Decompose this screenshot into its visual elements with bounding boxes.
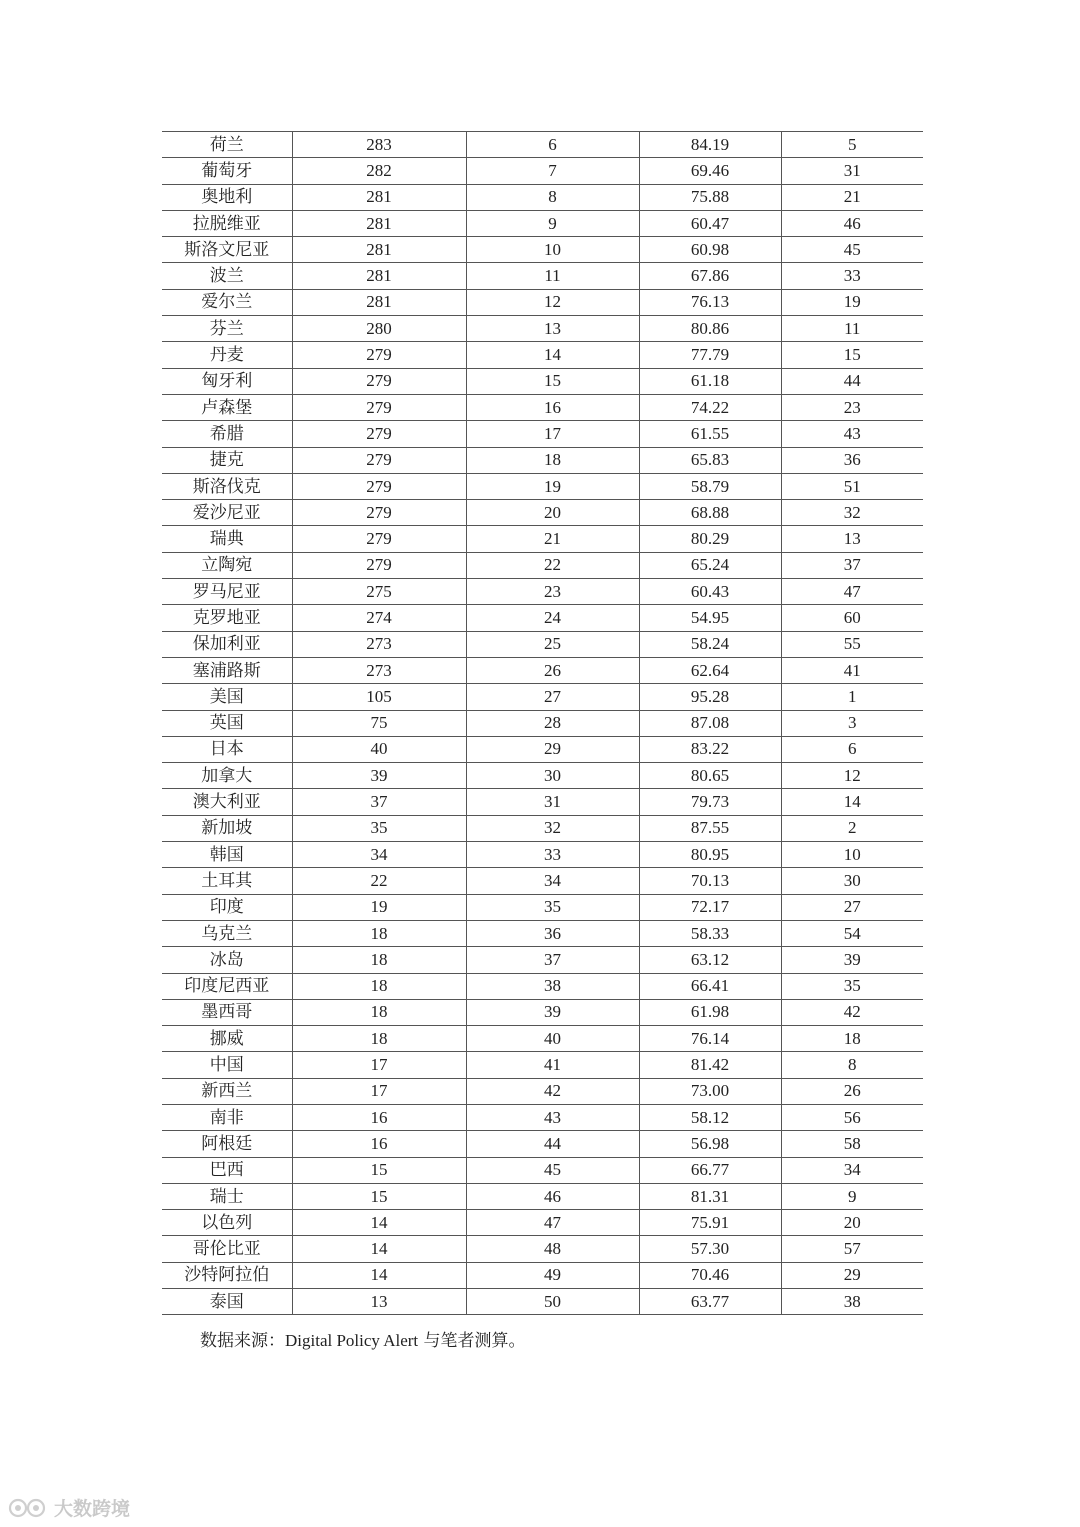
score-rank-cell: 32 [781, 500, 923, 526]
count-cell: 279 [292, 421, 466, 447]
table-row [162, 605, 923, 631]
score-rank-cell: 14 [781, 789, 923, 815]
table-row [162, 500, 923, 526]
count-cell: 275 [292, 579, 466, 605]
table-row [162, 1236, 923, 1262]
rank-cell: 37 [466, 947, 639, 973]
count-cell: 18 [292, 1026, 466, 1052]
rank-cell: 14 [466, 342, 639, 368]
table-row [162, 394, 923, 420]
count-cell: 274 [292, 605, 466, 631]
country-cell: 塞浦路斯 [162, 657, 292, 683]
count-cell: 283 [292, 132, 466, 158]
country-cell: 保加利亚 [162, 631, 292, 657]
country-cell: 土耳其 [162, 868, 292, 894]
table-row [162, 842, 923, 868]
country-cell: 泰国 [162, 1289, 292, 1315]
rank-cell: 16 [466, 394, 639, 420]
rank-cell: 8 [466, 184, 639, 210]
score-cell: 66.77 [639, 1157, 781, 1183]
count-cell: 279 [292, 500, 466, 526]
country-cell: 印度 [162, 894, 292, 920]
score-rank-cell: 18 [781, 1026, 923, 1052]
country-cell: 爱沙尼亚 [162, 500, 292, 526]
rank-cell: 25 [466, 631, 639, 657]
score-cell: 81.31 [639, 1183, 781, 1209]
country-cell: 美国 [162, 684, 292, 710]
score-cell: 79.73 [639, 789, 781, 815]
score-cell: 63.77 [639, 1289, 781, 1315]
count-cell: 13 [292, 1289, 466, 1315]
table-row [162, 184, 923, 210]
table-row [162, 1289, 923, 1315]
country-cell: 以色列 [162, 1210, 292, 1236]
score-rank-cell: 58 [781, 1131, 923, 1157]
rank-cell: 31 [466, 789, 639, 815]
score-rank-cell: 56 [781, 1104, 923, 1130]
score-cell: 81.42 [639, 1052, 781, 1078]
table-row [162, 1026, 923, 1052]
score-cell: 95.28 [639, 684, 781, 710]
rank-cell: 9 [466, 210, 639, 236]
rank-cell: 10 [466, 237, 639, 263]
score-rank-cell: 51 [781, 473, 923, 499]
watermark-text: 大数跨境 [54, 1498, 131, 1520]
country-cell: 丹麦 [162, 342, 292, 368]
score-cell: 61.55 [639, 421, 781, 447]
source-name: Digital Policy Alert [285, 1331, 419, 1350]
count-cell: 18 [292, 999, 466, 1025]
score-rank-cell: 13 [781, 526, 923, 552]
rank-cell: 43 [466, 1104, 639, 1130]
count-cell: 279 [292, 473, 466, 499]
rank-cell: 50 [466, 1289, 639, 1315]
score-rank-cell: 37 [781, 552, 923, 578]
score-rank-cell: 34 [781, 1157, 923, 1183]
count-cell: 16 [292, 1131, 466, 1157]
score-rank-cell: 1 [781, 684, 923, 710]
table-row [162, 368, 923, 394]
count-cell: 40 [292, 736, 466, 762]
score-rank-cell: 3 [781, 710, 923, 736]
country-cell: 新西兰 [162, 1078, 292, 1104]
score-cell: 80.65 [639, 763, 781, 789]
rank-cell: 41 [466, 1052, 639, 1078]
country-cell: 印度尼西亚 [162, 973, 292, 999]
count-cell: 14 [292, 1262, 466, 1288]
country-cell: 日本 [162, 736, 292, 762]
table-body [162, 132, 923, 1315]
count-cell: 279 [292, 447, 466, 473]
score-cell: 61.98 [639, 999, 781, 1025]
count-cell: 273 [292, 657, 466, 683]
score-rank-cell: 55 [781, 631, 923, 657]
rank-cell: 47 [466, 1210, 639, 1236]
country-cell: 阿根廷 [162, 1131, 292, 1157]
count-cell: 281 [292, 263, 466, 289]
country-cell: 芬兰 [162, 316, 292, 342]
country-cell: 捷克 [162, 447, 292, 473]
score-rank-cell: 29 [781, 1262, 923, 1288]
score-cell: 65.83 [639, 447, 781, 473]
table-row [162, 684, 923, 710]
score-cell: 63.12 [639, 947, 781, 973]
data-source-note [200, 1326, 526, 1351]
table-row [162, 1157, 923, 1183]
score-cell: 70.13 [639, 868, 781, 894]
table-row [162, 237, 923, 263]
rank-cell: 27 [466, 684, 639, 710]
score-cell: 60.43 [639, 579, 781, 605]
table-row [162, 579, 923, 605]
table-row [162, 710, 923, 736]
rank-cell: 40 [466, 1026, 639, 1052]
score-cell: 66.41 [639, 973, 781, 999]
rank-cell: 28 [466, 710, 639, 736]
country-cell: 新加坡 [162, 815, 292, 841]
score-rank-cell: 8 [781, 1052, 923, 1078]
score-rank-cell: 5 [781, 132, 923, 158]
country-cell: 中国 [162, 1052, 292, 1078]
source-prefix: 数据来源： [200, 1331, 285, 1351]
rank-cell: 29 [466, 736, 639, 762]
score-cell: 75.91 [639, 1210, 781, 1236]
score-cell: 57.30 [639, 1236, 781, 1262]
score-rank-cell: 35 [781, 973, 923, 999]
score-cell: 58.12 [639, 1104, 781, 1130]
score-rank-cell: 23 [781, 394, 923, 420]
score-cell: 84.19 [639, 132, 781, 158]
score-rank-cell: 33 [781, 263, 923, 289]
score-cell: 76.13 [639, 289, 781, 315]
rank-cell: 22 [466, 552, 639, 578]
score-rank-cell: 42 [781, 999, 923, 1025]
watermark-logo-icon [8, 1497, 48, 1519]
table-row [162, 973, 923, 999]
count-cell: 281 [292, 289, 466, 315]
table-row [162, 920, 923, 946]
table-row [162, 999, 923, 1025]
score-rank-cell: 57 [781, 1236, 923, 1262]
country-cell: 罗马尼亚 [162, 579, 292, 605]
score-rank-cell: 12 [781, 763, 923, 789]
count-cell: 15 [292, 1183, 466, 1209]
count-cell: 18 [292, 973, 466, 999]
table-row [162, 868, 923, 894]
table-row [162, 736, 923, 762]
count-cell: 282 [292, 158, 466, 184]
rank-cell: 33 [466, 842, 639, 868]
table-row [162, 421, 923, 447]
country-cell: 荷兰 [162, 132, 292, 158]
score-cell: 67.86 [639, 263, 781, 289]
country-cell: 斯洛文尼亚 [162, 237, 292, 263]
count-cell: 22 [292, 868, 466, 894]
country-cell: 巴西 [162, 1157, 292, 1183]
rank-cell: 23 [466, 579, 639, 605]
country-cell: 葡萄牙 [162, 158, 292, 184]
rank-cell: 44 [466, 1131, 639, 1157]
count-cell: 105 [292, 684, 466, 710]
table-row [162, 526, 923, 552]
score-cell: 76.14 [639, 1026, 781, 1052]
score-rank-cell: 31 [781, 158, 923, 184]
table-row [162, 316, 923, 342]
country-cell: 韩国 [162, 842, 292, 868]
table-row [162, 1052, 923, 1078]
score-rank-cell: 60 [781, 605, 923, 631]
table-row [162, 763, 923, 789]
table-row [162, 447, 923, 473]
score-rank-cell: 19 [781, 289, 923, 315]
count-cell: 15 [292, 1157, 466, 1183]
score-rank-cell: 39 [781, 947, 923, 973]
table-row [162, 1262, 923, 1288]
count-cell: 17 [292, 1078, 466, 1104]
rank-cell: 26 [466, 657, 639, 683]
score-rank-cell: 36 [781, 447, 923, 473]
score-rank-cell: 9 [781, 1183, 923, 1209]
rank-cell: 49 [466, 1262, 639, 1288]
country-cell: 澳大利亚 [162, 789, 292, 815]
count-cell: 279 [292, 552, 466, 578]
count-cell: 279 [292, 342, 466, 368]
score-cell: 68.88 [639, 500, 781, 526]
score-cell: 60.98 [639, 237, 781, 263]
rank-cell: 12 [466, 289, 639, 315]
table-row [162, 947, 923, 973]
rank-cell: 15 [466, 368, 639, 394]
country-cell: 冰岛 [162, 947, 292, 973]
country-cell: 加拿大 [162, 763, 292, 789]
country-cell: 英国 [162, 710, 292, 736]
rank-cell: 30 [466, 763, 639, 789]
score-rank-cell: 15 [781, 342, 923, 368]
count-cell: 16 [292, 1104, 466, 1130]
country-cell: 墨西哥 [162, 999, 292, 1025]
count-cell: 37 [292, 789, 466, 815]
country-cell: 沙特阿拉伯 [162, 1262, 292, 1288]
count-cell: 279 [292, 368, 466, 394]
table-row [162, 1131, 923, 1157]
score-cell: 62.64 [639, 657, 781, 683]
score-cell: 87.08 [639, 710, 781, 736]
country-cell: 立陶宛 [162, 552, 292, 578]
score-rank-cell: 26 [781, 1078, 923, 1104]
country-cell: 希腊 [162, 421, 292, 447]
rank-cell: 35 [466, 894, 639, 920]
rank-cell: 17 [466, 421, 639, 447]
count-cell: 280 [292, 316, 466, 342]
table-row [162, 210, 923, 236]
score-rank-cell: 10 [781, 842, 923, 868]
count-cell: 279 [292, 526, 466, 552]
score-cell: 80.29 [639, 526, 781, 552]
count-cell: 19 [292, 894, 466, 920]
count-cell: 14 [292, 1236, 466, 1262]
score-rank-cell: 44 [781, 368, 923, 394]
country-cell: 挪威 [162, 1026, 292, 1052]
country-cell: 斯洛伐克 [162, 473, 292, 499]
score-cell: 87.55 [639, 815, 781, 841]
table-row [162, 158, 923, 184]
country-cell: 卢森堡 [162, 394, 292, 420]
score-cell: 58.33 [639, 920, 781, 946]
rank-cell: 6 [466, 132, 639, 158]
score-cell: 77.79 [639, 342, 781, 368]
rank-cell: 13 [466, 316, 639, 342]
score-rank-cell: 20 [781, 1210, 923, 1236]
rank-cell: 19 [466, 473, 639, 499]
score-rank-cell: 6 [781, 736, 923, 762]
count-cell: 34 [292, 842, 466, 868]
rank-cell: 45 [466, 1157, 639, 1183]
score-rank-cell: 41 [781, 657, 923, 683]
rank-cell: 20 [466, 500, 639, 526]
score-cell: 56.98 [639, 1131, 781, 1157]
rank-cell: 39 [466, 999, 639, 1025]
score-rank-cell: 27 [781, 894, 923, 920]
country-data-table [162, 131, 923, 1315]
table-row [162, 631, 923, 657]
score-rank-cell: 11 [781, 316, 923, 342]
country-cell: 哥伦比亚 [162, 1236, 292, 1262]
count-cell: 281 [292, 237, 466, 263]
score-cell: 54.95 [639, 605, 781, 631]
country-cell: 匈牙利 [162, 368, 292, 394]
country-cell: 克罗地亚 [162, 605, 292, 631]
rank-cell: 36 [466, 920, 639, 946]
score-cell: 60.47 [639, 210, 781, 236]
watermark [8, 1494, 130, 1521]
table-row [162, 1183, 923, 1209]
table-row [162, 342, 923, 368]
country-cell: 南非 [162, 1104, 292, 1130]
count-cell: 18 [292, 920, 466, 946]
score-rank-cell: 54 [781, 920, 923, 946]
score-rank-cell: 45 [781, 237, 923, 263]
table-row [162, 815, 923, 841]
table-row [162, 894, 923, 920]
count-cell: 75 [292, 710, 466, 736]
rank-cell: 42 [466, 1078, 639, 1104]
country-cell: 奥地利 [162, 184, 292, 210]
country-cell: 乌克兰 [162, 920, 292, 946]
score-cell: 83.22 [639, 736, 781, 762]
count-cell: 273 [292, 631, 466, 657]
score-cell: 75.88 [639, 184, 781, 210]
score-rank-cell: 30 [781, 868, 923, 894]
count-cell: 279 [292, 394, 466, 420]
score-rank-cell: 43 [781, 421, 923, 447]
score-cell: 74.22 [639, 394, 781, 420]
count-cell: 281 [292, 184, 466, 210]
table-row [162, 552, 923, 578]
count-cell: 39 [292, 763, 466, 789]
score-cell: 80.95 [639, 842, 781, 868]
score-cell: 80.86 [639, 316, 781, 342]
rank-cell: 46 [466, 1183, 639, 1209]
score-cell: 61.18 [639, 368, 781, 394]
table-row [162, 789, 923, 815]
rank-cell: 34 [466, 868, 639, 894]
score-rank-cell: 21 [781, 184, 923, 210]
table-row [162, 657, 923, 683]
table-row [162, 473, 923, 499]
country-cell: 爱尔兰 [162, 289, 292, 315]
table-row [162, 263, 923, 289]
rank-cell: 21 [466, 526, 639, 552]
count-cell: 35 [292, 815, 466, 841]
score-rank-cell: 2 [781, 815, 923, 841]
table-row [162, 289, 923, 315]
score-cell: 72.17 [639, 894, 781, 920]
count-cell: 17 [292, 1052, 466, 1078]
country-cell: 瑞士 [162, 1183, 292, 1209]
table-row [162, 1210, 923, 1236]
table-row [162, 132, 923, 158]
count-cell: 14 [292, 1210, 466, 1236]
score-cell: 58.79 [639, 473, 781, 499]
score-cell: 65.24 [639, 552, 781, 578]
source-suffix: 与笔者测算。 [418, 1331, 526, 1351]
table-row [162, 1078, 923, 1104]
table-row [162, 1104, 923, 1130]
country-cell: 波兰 [162, 263, 292, 289]
rank-cell: 48 [466, 1236, 639, 1262]
count-cell: 281 [292, 210, 466, 236]
score-cell: 58.24 [639, 631, 781, 657]
score-cell: 69.46 [639, 158, 781, 184]
count-cell: 18 [292, 947, 466, 973]
country-cell: 瑞典 [162, 526, 292, 552]
country-cell: 拉脱维亚 [162, 210, 292, 236]
rank-cell: 18 [466, 447, 639, 473]
score-rank-cell: 47 [781, 579, 923, 605]
rank-cell: 11 [466, 263, 639, 289]
score-rank-cell: 38 [781, 1289, 923, 1315]
rank-cell: 24 [466, 605, 639, 631]
score-cell: 70.46 [639, 1262, 781, 1288]
score-rank-cell: 46 [781, 210, 923, 236]
score-cell: 73.00 [639, 1078, 781, 1104]
rank-cell: 38 [466, 973, 639, 999]
rank-cell: 32 [466, 815, 639, 841]
rank-cell: 7 [466, 158, 639, 184]
